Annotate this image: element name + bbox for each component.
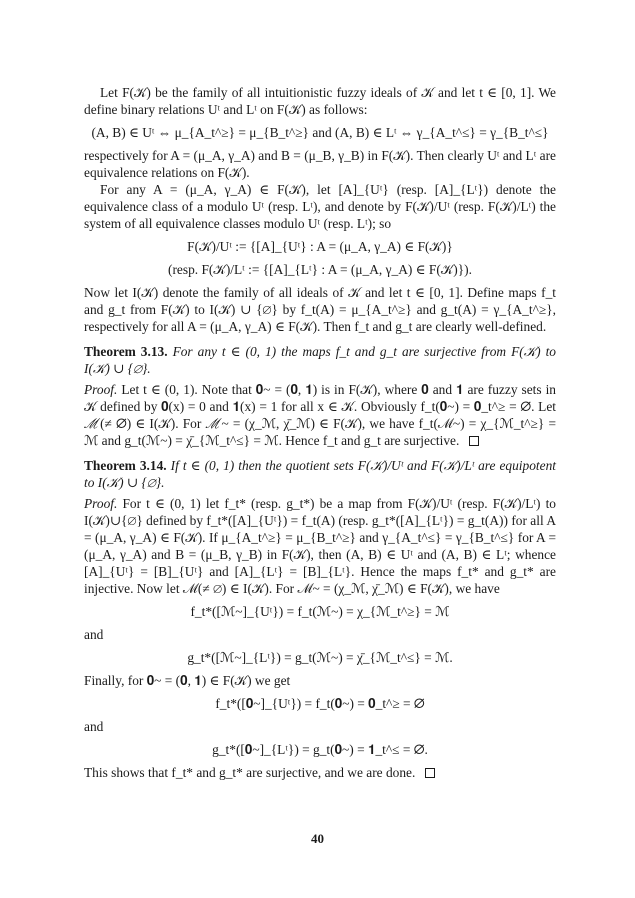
page-number: 40 <box>311 831 324 846</box>
proof-3-13-text: Let t ∈ (0, 1). Note that 𝟎~ = (𝟎, 𝟏) is in F(𝒦), where 𝟎 and 𝟏 are fuzzy sets in 𝒦 defined by 𝟎(x) = 0 and 𝟏(x) = 1 for all x ∈ 𝒦. Obviously f_t(𝟎~) = 𝟎_t^≥ = ∅. Let ℳ(≠ ∅) ∈ I(𝒦). For ℳ~ = (χ_ℳ, χ̄_ℳ) ∈ F(𝒦), we have f_t(ℳ~) = χ_{ℳ_t^≥} = ℳ and g_t(ℳ~) = χ̄_{ℳ_t^≤} = ℳ. Hence f_t and g_t are surjective. <box>84 382 556 448</box>
proof-3-14-text: For t ∈ (0, 1) let f_t* (resp. g_t*) be a map from F(𝒦)/Uᵗ (resp. F(𝒦)/Lᵗ) to I(𝒦)∪{∅} defined by f_t*([A]_{Uᵗ}) = f_t(A) (resp. g_t*([A]_{Lᵗ}) = g_t(A)) for all A = (μ_A, γ_A) ∈ F(𝒦). If μ_{A_t^≥} = μ_{B_t^≥} and γ_{A_t^≤} = γ_{B_t^≤} for A = (μ_A, γ_A) and B = (μ_B, γ_B) in F(𝒦), then (A, B) ∈ Uᵗ and (A, B) ∈ Lᵗ; whence [A]_{Uᵗ} = [B]_{Uᵗ} and [A]_{Lᵗ} = [B]_{Lᵗ}. Hence the maps f_t* and g_t* are injective. Now let ℳ(≠ ∅) ∈ I(𝒦). For ℳ~ = (χ_ℳ, χ̄_ℳ) ∈ F(𝒦), we have <box>84 496 556 596</box>
qed-icon <box>425 768 435 778</box>
theorem-3-14 <box>84 457 556 491</box>
equation-quotient-l: (resp. F(𝒦)/Lᵗ := {[A]_{Lᵗ} : A = (μ_A, γ_A) ∈ F(𝒦)}). <box>168 262 472 277</box>
qed-icon <box>469 436 479 446</box>
theorem-3-14-body: If t ∈ (0, 1) then the quotient sets F(𝒦)/Uᵗ and F(𝒦)/Lᵗ are equipotent to I(𝒦) ∪ {∅}. <box>84 458 556 490</box>
proof-3-13 <box>84 381 556 449</box>
conclusion-text: This shows that f_t* and g_t* are surjective, and we are done. <box>84 765 416 780</box>
theorem-3-13 <box>84 343 556 377</box>
proof-3-13-label: Proof. <box>84 382 118 397</box>
paragraph-equivalence: respectively for A = (μ_A, γ_A) and B = (μ_B, γ_B) in F(𝒦). Then clearly Uᵗ and Lᵗ are equivalence relations on F(𝒦). <box>84 148 556 180</box>
paragraph-finally: Finally, for 𝟎~ = (𝟎, 𝟏) ∈ F(𝒦) we get <box>84 673 291 688</box>
equation-relations: (A, B) ∈ Uᵗ ⇔ μ_{A_t^≥} = μ_{B_t^≥} and (A, B) ∈ Lᵗ ⇔ γ_{A_t^≤} = γ_{B_t^≤} <box>91 125 549 140</box>
theorem-3-13-body: For any t ∈ (0, 1) the maps f_t and g_t are surjective from F(𝒦) to I(𝒦) ∪ {∅}. <box>84 344 556 376</box>
paragraph-conclusion <box>84 764 556 781</box>
proof-3-14-label: Proof. <box>84 496 118 511</box>
connector-and-1: and <box>84 627 104 642</box>
equation-quotient-u: F(𝒦)/Uᵗ := {[A]_{Uᵗ} : A = (μ_A, γ_A) ∈ F(𝒦)} <box>187 239 453 254</box>
equation-f-star-zero: f_t*([𝟎~]_{Uᵗ}) = f_t(𝟎~) = 𝟎_t^≥ = ∅ <box>215 696 425 711</box>
paragraph-maps: Now let I(𝒦) denote the family of all ideals of 𝒦 and let t ∈ [0, 1]. Define maps f_t and g_t from F(𝒦) to I(𝒦) ∪ {∅} by f_t(A) = μ_{A_t^≥} and g_t(A) = γ_{A_t^≥}, respectively for all A = (μ_A, γ_A) ∈ F(𝒦). Then f_t and g_t are clearly well-defined. <box>84 285 556 334</box>
theorem-3-14-head: Theorem 3.14. <box>84 458 167 473</box>
connector-and-2: and <box>84 719 104 734</box>
paragraph-equivalence-classes: For any A = (μ_A, γ_A) ∈ F(𝒦), let [A]_{Uᵗ} (resp. [A]_{Lᵗ}) denote the equivalence class of a modulo Uᵗ (resp. Lᵗ), and denote by F(𝒦)/Uᵗ (resp. F(𝒦)/Lᵗ) the system of all equivalence classes modulo Uᵗ (resp. Lᵗ); so <box>84 182 556 231</box>
equation-g-star: g_t*([ℳ~]_{Lᵗ}) = g_t(ℳ~) = χ̄_{ℳ_t^≤} = ℳ. <box>187 650 453 665</box>
equation-g-star-zero: g_t*([𝟎~]_{Lᵗ}) = g_t(𝟎~) = 𝟏_t^≤ = ∅. <box>212 742 428 757</box>
equation-f-star: f_t*([ℳ~]_{Uᵗ}) = f_t(ℳ~) = χ_{ℳ_t^≥} = ℳ <box>190 604 450 619</box>
document-body <box>84 84 556 781</box>
theorem-3-13-head: Theorem 3.13. <box>84 344 168 359</box>
paragraph-family-definition: Let F(𝒦) be the family of all intuitionistic fuzzy ideals of 𝒦 and let t ∈ [0, 1]. We define binary relations Uᵗ and Lᵗ on F(𝒦) as follows: <box>84 85 556 117</box>
proof-3-14 <box>84 495 556 597</box>
